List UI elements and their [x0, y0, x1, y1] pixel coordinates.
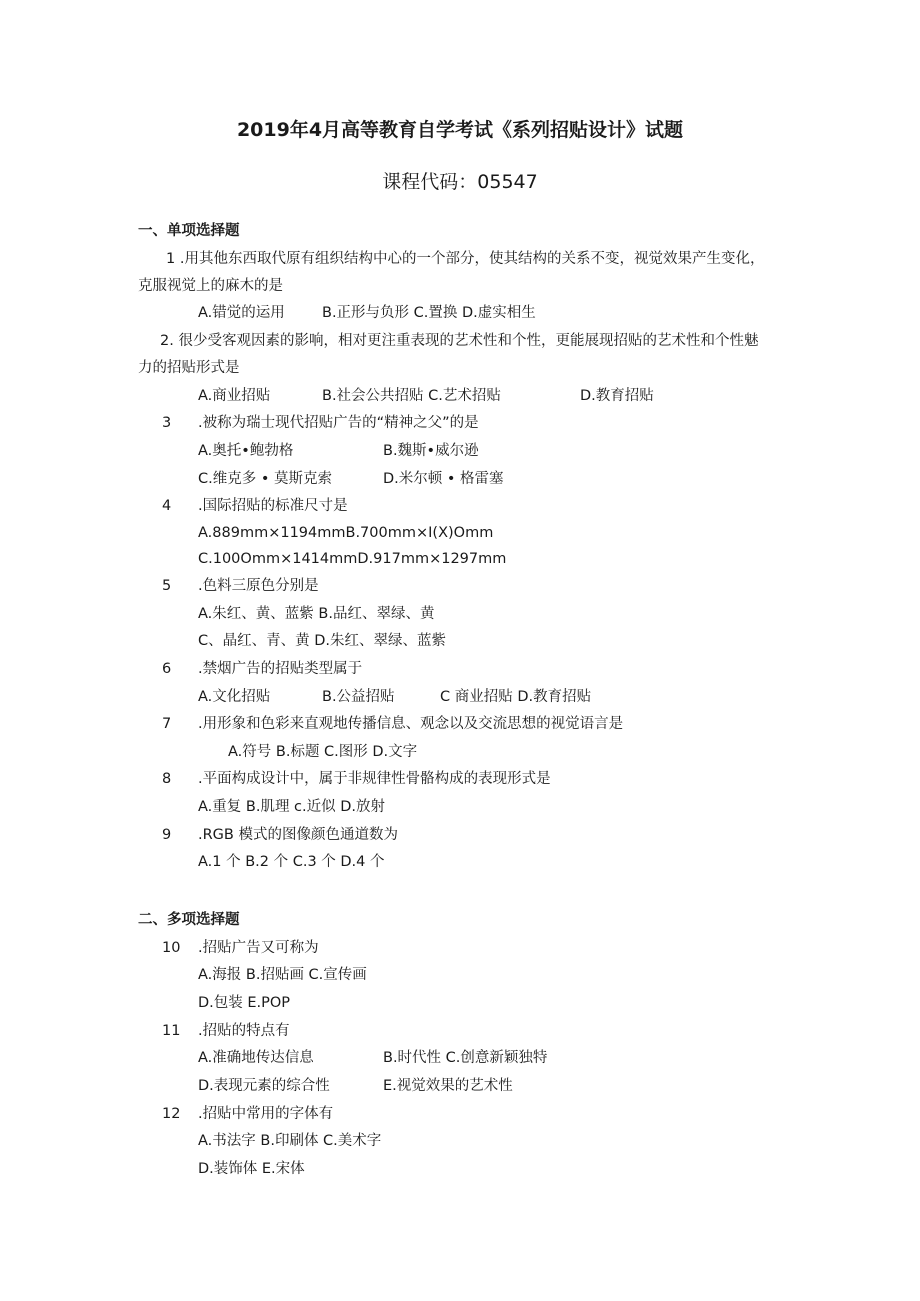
- section-single-choice: 一、单项选择题: [138, 223, 240, 239]
- q2-option-bc: B.社会公共招贴 C.艺术招贴: [322, 388, 501, 404]
- q5-text: .色料三原色分别是: [198, 578, 319, 594]
- q8-options: A.重复 B.肌理 c.近似 D.放射: [198, 799, 386, 815]
- q9-text: .RGB 模式的图像颜色通道数为: [198, 827, 398, 843]
- q1-option-bcd: B.正形与负形 C.置换 D.虚实相生: [322, 305, 536, 321]
- course-code: 课程代码：05547: [382, 171, 538, 193]
- q10-text: .招贴广告又可称为: [198, 940, 319, 956]
- q4-number: 4: [162, 498, 172, 514]
- q7-options: A.符号 B.标题 C.图形 D.文字: [228, 744, 418, 760]
- q11-text: .招贴的特点有: [198, 1023, 290, 1039]
- q5-option-cd: C、晶红、青、黄 D.朱红、翠绿、蓝紫: [198, 633, 447, 649]
- q7-text: .用形象和色彩来直观地传播信息、观念以及交流思想的视觉语言是: [198, 716, 624, 732]
- q6-option-a: A.文化招贴: [198, 689, 271, 705]
- exam-title: 2019年4月高等教育自学考试《系列招贴设计》试题: [236, 119, 684, 141]
- q12-text: .招贴中常用的字体有: [198, 1106, 334, 1122]
- q9-options: A.1 个 B.2 个 C.3 个 D.4 个: [198, 854, 385, 870]
- q12-number: 12: [162, 1106, 181, 1122]
- q3-number: 3: [162, 415, 172, 431]
- q6-option-cd: C 商业招贴 D.教育招贴: [440, 689, 592, 705]
- section-multiple-choice: 二、多项选择题: [138, 912, 240, 928]
- q2-text-line1: 2. 很少受客观因素的影响，相对更注重表现的艺术性和个性，更能展现招贴的艺术性和个性魅: [160, 333, 759, 349]
- q1-text-line2: 克服视觉上的麻木的是: [138, 278, 283, 294]
- q1-text-line1: 1 .用其他东西取代原有组织结构中心的一个部分，使其结构的关系不变，视觉效果产生变化，: [166, 251, 765, 267]
- q1-option-a: A.错觉的运用: [198, 305, 285, 321]
- q11-option-a: A.准确地传达信息: [198, 1050, 314, 1066]
- q8-text: .平面构成设计中，属于非规律性骨骼构成的表现形式是: [198, 771, 551, 787]
- q10-options-line1: A.海报 B.招贴画 C.宣传画: [198, 967, 367, 983]
- q3-option-b: B.魏斯•威尔逊: [383, 443, 479, 459]
- q2-option-a: A.商业招贴: [198, 388, 271, 404]
- q3-text: .被称为瑞士现代招贴广告的“精神之父”的是: [198, 415, 479, 431]
- q11-option-e: E.视觉效果的艺术性: [383, 1078, 513, 1094]
- q11-option-bc: B.时代性 C.创意新颖独特: [383, 1050, 548, 1066]
- q6-text: .禁烟广告的招贴类型属于: [198, 661, 363, 677]
- q4-text: .国际招贴的标准尺寸是: [198, 498, 348, 514]
- q12-options-line2: D.装饰体 E.宋体: [198, 1161, 305, 1177]
- q6-option-b: B.公益招贴: [322, 689, 395, 705]
- q10-options-line2: D.包装 E.POP: [198, 995, 291, 1011]
- q8-number: 8: [162, 771, 172, 787]
- q7-number: 7: [162, 716, 172, 732]
- q4-option-ab: A.889mm×1194mmB.700mm×I(X)Omm: [198, 525, 494, 541]
- q11-option-d: D.表现元素的综合性: [198, 1078, 330, 1094]
- q3-option-a: A.奥托•鲍勃格: [198, 443, 294, 459]
- q10-number: 10: [162, 940, 181, 956]
- q6-number: 6: [162, 661, 172, 677]
- q9-number: 9: [162, 827, 172, 843]
- q4-option-cd: C.100Omm×1414mmD.917mm×1297mm: [198, 551, 507, 567]
- q2-option-d: D.教育招贴: [580, 388, 654, 404]
- q3-option-d: D.米尔顿 • 格雷塞: [383, 471, 504, 487]
- q3-option-c: C.维克多 • 莫斯克索: [198, 471, 333, 487]
- q5-option-ab: A.朱红、黄、蓝紫 B.品红、翠绿、黄: [198, 606, 435, 622]
- q12-options-line1: A.书法字 B.印刷体 C.美术字: [198, 1133, 382, 1149]
- q11-number: 11: [162, 1023, 181, 1039]
- q2-text-line2: 力的招贴形式是: [138, 360, 240, 376]
- q5-number: 5: [162, 578, 172, 594]
